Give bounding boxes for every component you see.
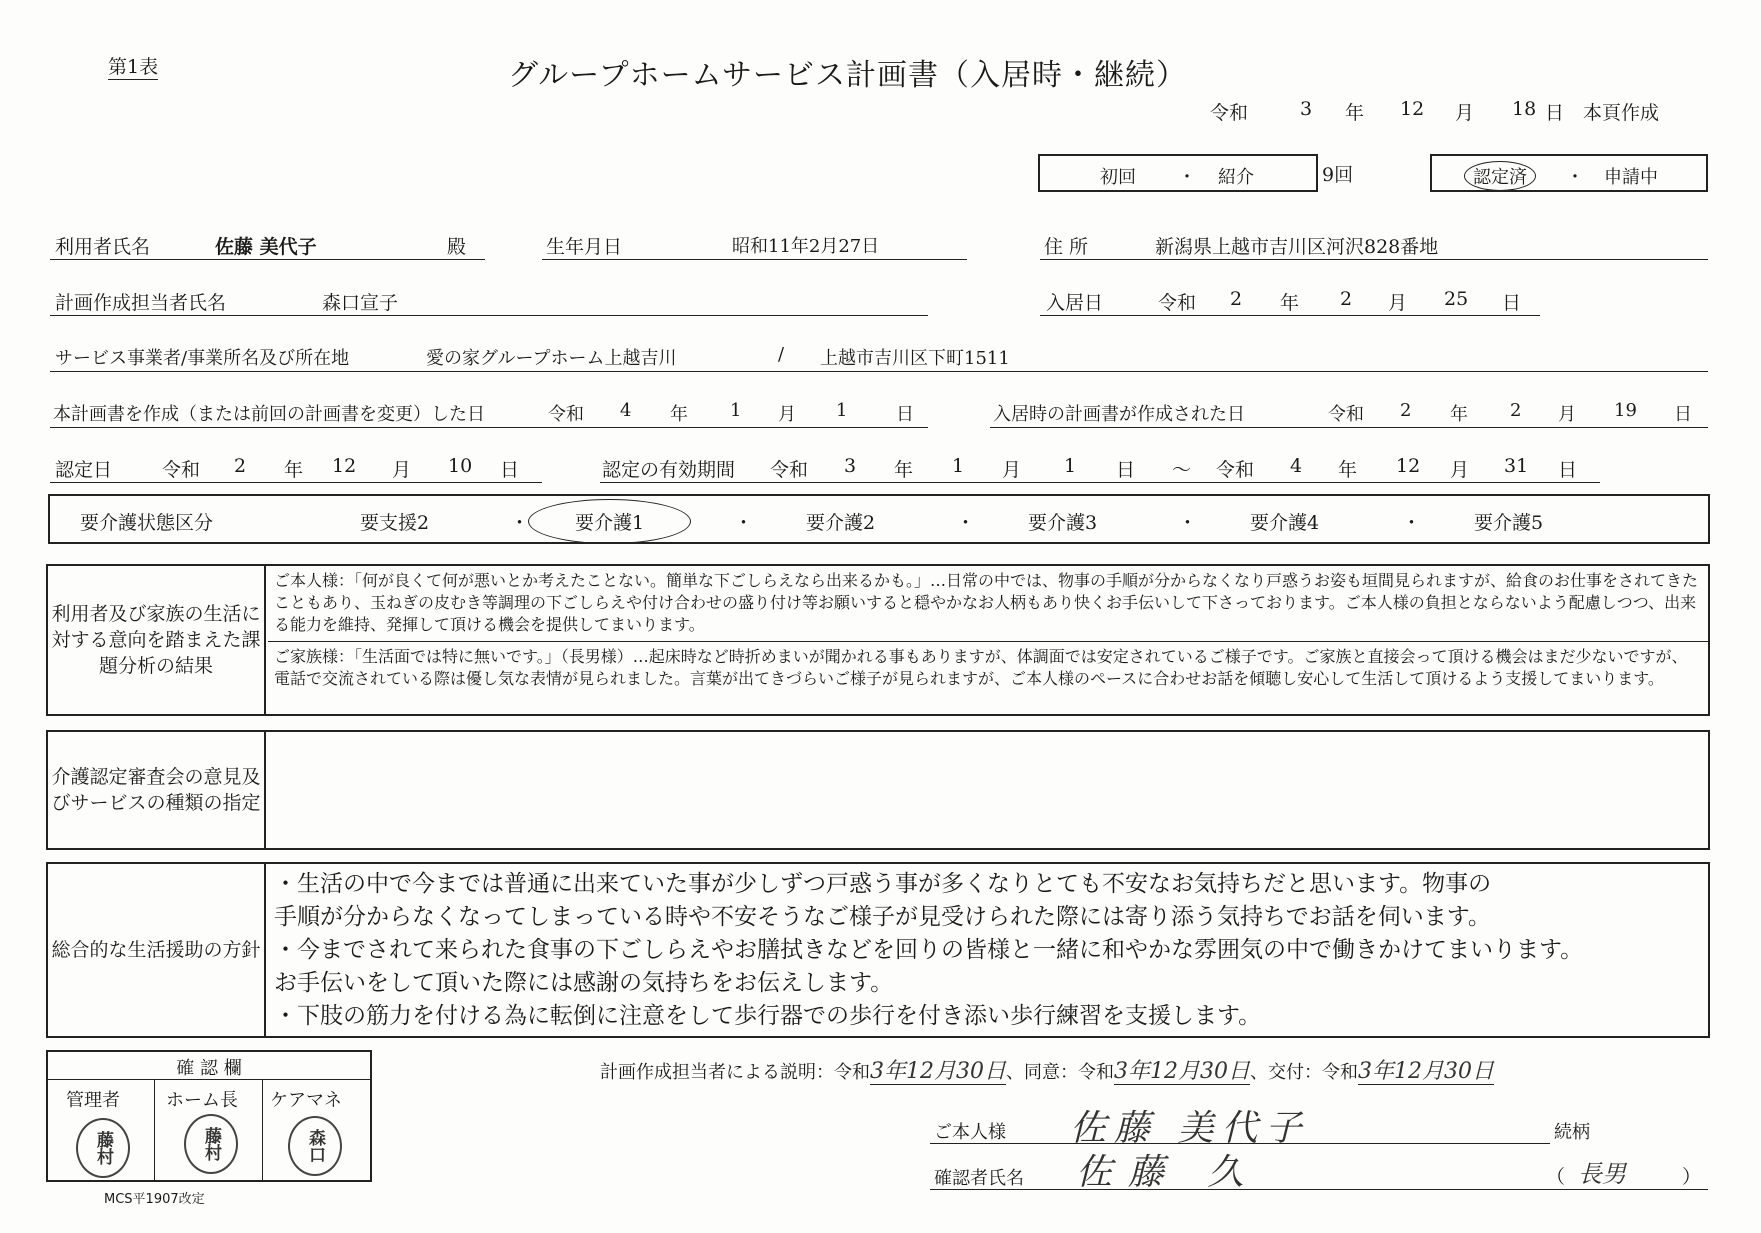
user-name-label: 利用者氏名 [55,236,151,258]
first-visit-option: 初回 [1100,167,1136,188]
date-day: 18 [1512,98,1537,120]
home-leader-column-label: ホーム長 [166,1090,238,1111]
date-year-label: 年 [1345,102,1365,124]
entry-year-label: 年 [1280,292,1300,314]
certification-year-label: 年 [284,459,304,481]
policy-label: 総合的な生活援助の方針 [48,864,266,1036]
certification-date-label: 認定日 [55,459,113,481]
plan-created-day-label: 日 [896,404,914,425]
valid-to-day-label: 日 [1558,459,1578,481]
address-value: 新潟県上越市吉川区河沢828番地 [1155,236,1439,258]
entry-month-label: 月 [1388,292,1408,314]
provider-address: 上越市吉川区下町1511 [820,348,1010,369]
planner-field [50,288,928,316]
entry-plan-label: 入居時の計画書が作成された日 [993,404,1245,425]
entry-day: 25 [1444,288,1469,310]
confirmer-signature: 佐藤 久 [1076,1152,1260,1193]
sheet-number: 第1表 [108,52,158,80]
valid-to-day: 31 [1504,455,1529,477]
manager-stamp [76,1118,130,1178]
policy-section [46,862,1710,1038]
certification-era: 令和 [162,459,201,481]
applying-option: 申請中 [1604,167,1658,188]
care-level-1-circled: 要介護1 [528,499,691,544]
relation-label: 続柄 [1554,1122,1590,1143]
provider-label: サービス事業者/事業所名及び所在地 [55,348,350,369]
self-label: ご本人様 [934,1122,1006,1143]
entry-month: 2 [1340,288,1353,310]
column-divider [154,1080,155,1180]
confirmer-signature-field [930,1152,1708,1193]
entry-plan-field [990,400,1708,428]
separator-dot: ・ [734,512,754,534]
entry-year: 2 [1230,288,1243,310]
provider-name: 愛の家グループホーム上越吉川 [426,348,677,369]
plan-created-day: 1 [836,400,848,421]
date-month-label: 月 [1455,102,1475,124]
policy-line: 手順が分からなくなってしまっている時や不安そうなご様子が見受けられた際には寄り添う気持ちでお話を伺います。 [274,904,1491,930]
analysis-section [46,564,1710,716]
page-title: グループホームサービス計画書（入居時・継続） [508,58,1187,93]
plan-created-label: 本計画書を作成（または前回の計画書を変更）した日 [53,404,485,425]
provider-field [50,344,1708,372]
plan-created-year-label: 年 [670,404,688,425]
planner-label: 計画作成担当者氏名 [55,292,227,314]
referral-box [1038,154,1318,192]
analysis-self-text: ご本人様：「何が良くて何が悪いとか考えたことない。簡単な下ごしらえなら出来るかも。」…日常の中では、物事の手順が分からなくなり戸惑うお姿も垣間見られますが、給食のお仕事をされてきたこともあり、玉ねぎの皮むき等調理の下ごしらえや付け合わせの盛り付け等お願いすると穏やかなお人柄もあり快くお手伝いして下さっております。ご本人様の負担とならないよう配慮しつつ、出来る能力を維持、発揮して頂ける機会を提供してまいります。 [268,566,1708,642]
valid-to-year: 4 [1290,455,1303,477]
column-divider [262,1080,263,1180]
opinion-text [268,732,1708,848]
referral-option: 紹介 [1218,167,1254,188]
relation-close-paren: ） [1682,1166,1702,1188]
range-tilde: ～ [1172,459,1192,481]
separator-dot: ・ [956,512,976,534]
valid-to-month-label: 月 [1450,459,1470,481]
valid-from-month: 1 [952,455,965,477]
date-month: 12 [1400,98,1425,120]
certification-date-field [50,455,542,483]
entry-plan-month-label: 月 [1558,404,1576,425]
provider-separator: / [778,344,785,365]
explanation-line [600,1054,1708,1084]
validity-period-field [600,455,1600,483]
delivery-text: 、交付：令和 [1250,1062,1358,1083]
explanation-text: 計画作成担当者による説明：令和 [600,1062,870,1083]
care-level-2: 要介護2 [806,512,876,534]
separator-dot: ・ [1178,512,1198,534]
manager-column-label: 管理者 [66,1090,120,1111]
form-revision-note: MCS平1907改定 [104,1192,205,1207]
certification-status-box [1430,154,1708,192]
plan-created-field [50,400,928,428]
plan-created-era: 令和 [548,404,584,425]
entry-day-label: 日 [1502,292,1522,314]
certification-month-label: 月 [392,459,412,481]
valid-from-year-label: 年 [894,459,914,481]
plan-created-month: 1 [730,400,742,421]
plan-created-month-label: 月 [778,404,796,425]
care-level-4: 要介護4 [1250,512,1320,534]
confirmer-label: 確認者氏名 [934,1168,1024,1189]
date-day-label: 日 [1545,102,1565,124]
valid-from-year: 3 [844,455,857,477]
plan-created-year: 4 [620,400,632,421]
date-era: 令和 [1210,102,1249,124]
entry-plan-month: 2 [1510,400,1522,421]
agreement-text: 、同意：令和 [1006,1062,1114,1083]
agreement-date: 3年12月30日 [1114,1059,1250,1084]
validity-label: 認定の有効期間 [602,459,736,481]
entry-era: 令和 [1158,292,1197,314]
care-level-label: 要介護状態区分 [80,512,214,534]
relation-value: 長男 [1578,1160,1626,1188]
separator-dot: ・ [1402,512,1422,534]
opinion-section [46,730,1710,850]
certification-month: 12 [332,455,357,477]
certification-day: 10 [448,455,473,477]
address-field [1040,232,1708,260]
separator-dot: ・ [1178,167,1196,188]
separator-dot: ・ [510,512,530,534]
entry-plan-era: 令和 [1328,404,1364,425]
policy-line: ・下肢の筋力を付ける為に転倒に注意をして歩行器での歩行を付き添い歩行練習を支援します。 [274,1003,1262,1029]
care-manager-stamp [288,1116,342,1176]
care-level-box [48,494,1710,544]
entry-plan-year-label: 年 [1450,404,1468,425]
confirmation-title: 確 認 欄 [48,1054,370,1080]
policy-line: ・今までされて来られた食事の下ごしらえやお膳拭きなどを回りの皆様と一緒に和やかな雰囲気の中で働きかけてまいります。 [274,937,1584,963]
user-name-value: 佐藤 美代子 [215,236,317,258]
care-level-support2: 要支援2 [360,512,430,534]
certified-option-circled: 認定済 [1464,161,1536,191]
birthdate-label: 生年月日 [546,236,623,258]
valid-to-month: 12 [1396,455,1421,477]
visit-count: 9回 [1322,164,1354,186]
care-level-3: 要介護3 [1028,512,1098,534]
analysis-family-text: ご家族様：「生活面では特に無いです。」（長男様）…起床時など時折めまいが聞かれる事もありますが、体調面では安定されているご様子です。ご家族と直接会って頂ける機会はまだ少ないですが、電話で交流されている際は優し気な表情が見られました。言葉が出てきづらいご様子が見られますが、ご本人様のペースに合わせお話を傾聴し安心して生活して頂けるよう支援してまいります。 [274,647,1688,688]
entry-plan-day-label: 日 [1674,404,1692,425]
entry-plan-day: 19 [1614,400,1637,421]
entry-plan-year: 2 [1400,400,1412,421]
valid-to-era: 令和 [1216,459,1255,481]
honorific: 殿 [447,236,467,258]
entry-date-field [1040,288,1540,316]
opinion-label: 介護認定審査会の意見及びサービスの種類の指定 [48,732,266,848]
separator-dot: ・ [1566,167,1584,188]
home-leader-stamp [184,1114,238,1174]
entry-date-label: 入居日 [1046,292,1104,314]
delivery-date: 3年12月30日 [1358,1059,1494,1084]
policy-line: お手伝いをして頂いた際には感謝の気持ちをお伝えします。 [274,970,894,996]
valid-from-month-label: 月 [1002,459,1022,481]
user-name-field [50,232,485,260]
stamp-text: 藤村 [201,1127,221,1161]
valid-to-year-label: 年 [1338,459,1358,481]
valid-from-day: 1 [1064,455,1077,477]
certification-year: 2 [234,455,247,477]
date-year: 3 [1300,98,1313,120]
self-signature-field [930,1106,1550,1149]
care-level-5: 要介護5 [1474,512,1544,534]
planner-name: 森口宣子 [322,292,399,314]
self-signature: 佐藤 美代子 [1070,1108,1310,1149]
policy-text [268,866,1708,1036]
created-date [0,98,1761,124]
policy-line: ・生活の中で今までは普通に出来ていた事が少しずつ戸惑う事が多くなりとても不安なお気持ちだと思います。物事の [274,871,1492,897]
analysis-label: 利用者及び家族の生活に対する意向を踏まえた課題分析の結果 [48,566,266,714]
stamp-text: 森口 [305,1129,325,1163]
certification-day-label: 日 [500,459,520,481]
relation-open-paren: （ [1546,1166,1566,1188]
address-label: 住 所 [1044,236,1089,258]
confirmation-box [46,1050,372,1182]
birthdate-field [542,232,967,260]
stamp-text: 藤村 [93,1131,113,1165]
valid-from-day-label: 日 [1116,459,1136,481]
date-suffix: 本頁作成 [1583,102,1660,124]
valid-from-era: 令和 [770,459,809,481]
care-manager-column-label: ケアマネ [270,1090,342,1111]
explanation-date: 3年12月30日 [870,1059,1006,1084]
birthdate-value: 昭和11年2月27日 [732,236,880,257]
